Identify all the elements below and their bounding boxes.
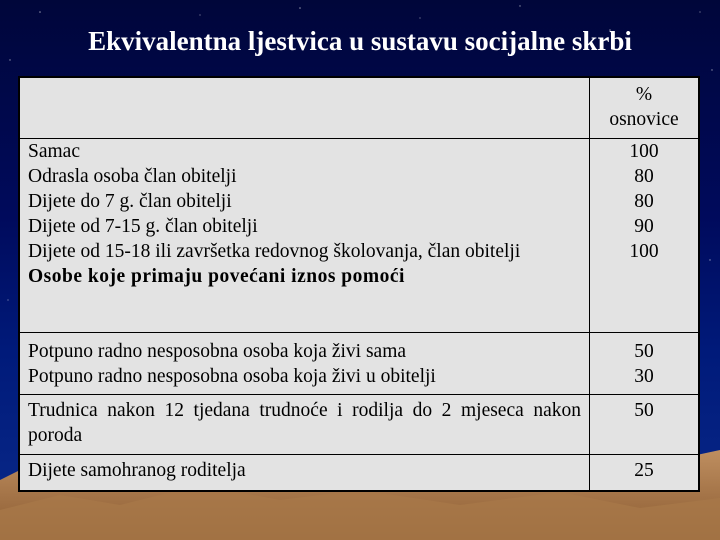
- member-value: 90: [634, 215, 654, 237]
- disabled-value-cell: [590, 333, 700, 395]
- header-empty-cell: [19, 77, 590, 138]
- member-label: Dijete od 7-15 g. član obitelji: [28, 215, 258, 237]
- header-base-label: osnovice: [609, 109, 679, 130]
- equivalence-scale-table: [18, 76, 700, 492]
- member-value: 100: [629, 240, 659, 262]
- disabled-label-cell: [19, 333, 590, 395]
- member-label: Odrasla osoba član obitelji: [28, 165, 237, 187]
- header-percent-cell: [590, 77, 700, 138]
- disabled-label: Potpuno radno nesposobna osoba koja živi sama: [28, 341, 407, 363]
- pregnant-label-cell: Trudnica nakon 12 tjedana trudnoće i rodilja do 2 mjeseca nakon poroda: [19, 395, 590, 455]
- header-percent-symbol: %: [635, 84, 653, 105]
- basic-members-label-cell: [19, 138, 590, 333]
- disabled-value: 30: [634, 366, 654, 388]
- member-label: Dijete od 15-18 ili završetka redovnog školovanja, član obitelji: [28, 240, 521, 262]
- slide-title: Ekvivalentna ljestvica u sustavu socijalne skrbi: [88, 26, 632, 56]
- increased-aid-subheading: Osobe koje primaju povećani iznos pomoći: [28, 265, 405, 287]
- member-label: Samac: [28, 140, 80, 162]
- table-header-row: [19, 77, 699, 138]
- member-value: 80: [634, 165, 654, 187]
- equivalence-scale-table-container: [18, 76, 700, 492]
- table-row-pregnant: [19, 395, 699, 455]
- member-value: 100: [629, 140, 659, 162]
- basic-members-value-cell: [590, 138, 700, 333]
- pregnant-value-cell: 50: [590, 395, 700, 455]
- member-value: 80: [634, 190, 654, 212]
- single-parent-value-cell: 25: [590, 454, 700, 491]
- single-parent-label-cell: Dijete samohranog roditelja: [19, 454, 590, 491]
- disabled-label: Potpuno radno nesposobna osoba koja živi u obitelji: [28, 366, 436, 388]
- table-row-basic-members: [19, 138, 699, 333]
- table-row-single-parent: [19, 454, 699, 491]
- table-row-disabled: [19, 333, 699, 395]
- disabled-value: 50: [634, 341, 654, 363]
- member-label: Dijete do 7 g. član obitelji: [28, 190, 232, 212]
